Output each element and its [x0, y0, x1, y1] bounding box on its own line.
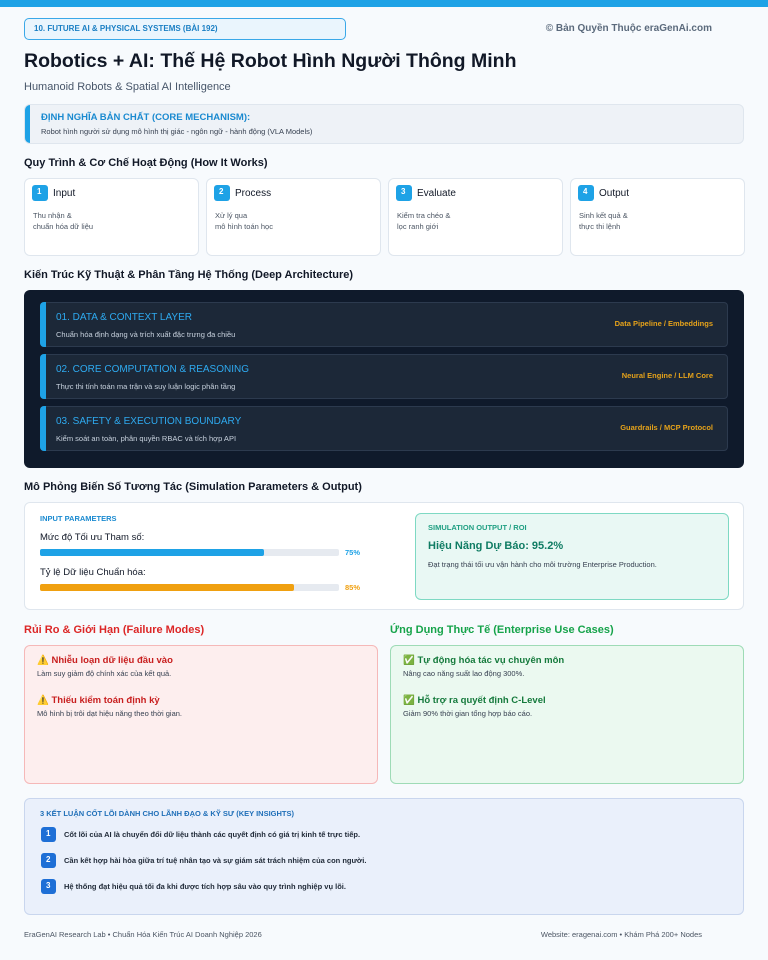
simulation-section-title: Mô Phỏng Biến Số Tương Tác (Simulation Parameters & Output)	[24, 481, 362, 493]
usecase-item-desc: Nâng cao năng suất lao động 300%.	[403, 669, 525, 678]
insight-text: Hệ thống đạt hiệu quả tối đa khi được tích hợp sâu vào quy trình nghiệp vụ lõi.	[64, 882, 346, 891]
layer-desc: Kiểm soát an toàn, phân quyền RBAC và tích hợp API	[56, 434, 237, 443]
parameter-value: 75%	[345, 548, 361, 557]
layer-desc: Thực thi tính toán ma trận và suy luận logic phân tầng	[56, 382, 236, 391]
layer-tag: Guardrails / MCP Protocol	[620, 423, 713, 432]
step-card-process	[206, 178, 381, 256]
step-desc: Xử lý qua mô hình toán học	[215, 211, 273, 231]
process-steps	[24, 178, 744, 256]
step-label: Process	[235, 188, 272, 199]
step-number-badge: 4	[578, 185, 594, 201]
footer-credit: EraGenAI Research Lab • Chuẩn Hóa Kiến Trúc AI Doanh Nghiệp 2026	[24, 930, 262, 939]
parameter-slider-fill	[40, 549, 264, 556]
step-label: Input	[53, 188, 76, 199]
parameter-normalization	[40, 567, 365, 592]
key-insights-panel	[24, 798, 744, 915]
usecase-item-title: ✅ Tự động hóa tác vụ chuyên môn	[403, 655, 565, 666]
usecase-item-desc: Giảm 90% thời gian tổng hợp báo cáo.	[403, 709, 533, 718]
simulation-panel	[24, 502, 744, 610]
step-number-badge: 3	[396, 185, 412, 201]
risk-item	[37, 655, 173, 678]
page-subtitle: Humanoid Robots & Spatial AI Intelligence	[24, 81, 231, 93]
step-label: Output	[599, 188, 630, 199]
risks-panel	[24, 645, 378, 784]
risk-item-desc: Mô hình bị trôi dạt hiệu năng theo thời gian.	[37, 709, 183, 718]
usecases-section-title: Ứng Dụng Thực Tế (Enterprise Use Cases)	[390, 624, 614, 636]
risk-item-desc: Làm suy giảm độ chính xác của kết quả.	[37, 669, 172, 678]
layer-title: 02. CORE COMPUTATION & REASONING	[56, 364, 249, 375]
step-desc: Sinh kết quả & thực thi lệnh	[579, 211, 628, 231]
insight-text: Cốt lõi của AI là chuyển đổi dữ liệu thành các quyết định có giá trị kinh tế trực tiếp.	[64, 830, 361, 839]
risk-item	[37, 695, 182, 718]
parameter-name: Mức độ Tối ưu Tham số:	[40, 532, 145, 543]
insight-number-badge: 2	[41, 853, 56, 868]
step-card-input	[24, 178, 199, 256]
top-accent-bar	[0, 0, 768, 7]
layer-tag: Data Pipeline / Embeddings	[614, 319, 713, 328]
architecture-layer-compute	[40, 354, 728, 399]
step-number-badge: 2	[214, 185, 230, 201]
step-number-badge: 1	[32, 185, 48, 201]
definition-accent-bar	[25, 105, 30, 143]
usecase-item	[403, 655, 564, 678]
step-desc: Kiểm tra chéo & lọc ranh giới	[397, 211, 451, 231]
key-insights-title: 3 KẾT LUẬN CỐT LÕI DÀNH CHO LÃNH ĐẠO & KỸ SƯ (KEY INSIGHTS)	[40, 809, 295, 818]
parameter-slider-fill	[40, 584, 294, 591]
risk-item-title: ⚠️ Thiếu kiểm toán định kỳ	[37, 695, 160, 706]
layer-accent-bar	[40, 406, 46, 451]
insight-text: Cần kết hợp hài hòa giữa trí tuệ nhân tạo và sự giám sát trách nhiệm của con người.	[64, 856, 367, 865]
process-section-title: Quy Trình & Cơ Chế Hoạt Động (How It Works)	[24, 157, 268, 169]
layer-tag: Neural Engine / LLM Core	[621, 371, 713, 380]
architecture-layer-safety	[40, 406, 728, 451]
simulation-output-box	[415, 513, 729, 600]
parameter-value: 85%	[345, 583, 361, 592]
layer-accent-bar	[40, 302, 46, 347]
definition-title: ĐỊNH NGHĨA BẢN CHẤT (CORE MECHANISM):	[41, 112, 251, 123]
usecase-item	[403, 695, 546, 718]
insight-number-badge: 1	[41, 827, 56, 842]
parameter-name: Tỷ lệ Dữ liệu Chuẩn hóa:	[40, 567, 146, 578]
definition-box	[24, 104, 744, 144]
footer-website-link[interactable]: Website: eragenai.com • Khám Phá 200+ Nodes	[540, 930, 702, 939]
architecture-layer-data	[40, 302, 728, 347]
architecture-section-title: Kiến Trúc Kỹ Thuật & Phân Tầng Hệ Thống (Deep Architecture)	[24, 269, 354, 281]
simulation-output-desc: Đạt trạng thái tối ưu vận hành cho môi trường Enterprise Production.	[428, 560, 657, 569]
risk-item-title: ⚠️ Nhiễu loạn dữ liệu đầu vào	[37, 655, 173, 666]
layer-title: 01. DATA & CONTEXT LAYER	[56, 312, 192, 323]
simulation-output-label: SIMULATION OUTPUT / ROI	[428, 523, 527, 532]
copyright-notice: © Bản Quyền Thuộc eraGenAi.com	[545, 23, 712, 34]
risks-section-title: Rủi Ro & Giới Hạn (Failure Modes)	[24, 624, 205, 636]
architecture-panel	[24, 290, 744, 468]
definition-desc: Robot hình người sử dụng mô hình thị giác - ngôn ngữ - hành động (VLA Models)	[41, 127, 313, 136]
step-label: Evaluate	[417, 188, 456, 199]
layer-accent-bar	[40, 354, 46, 399]
page-title: Robotics + AI: Thế Hệ Robot Hình Người Thông Minh	[24, 50, 517, 72]
parameter-slider-track[interactable]	[40, 549, 339, 556]
step-card-output	[570, 178, 745, 256]
layer-desc: Chuẩn hóa định dạng và trích xuất đặc trưng đa chiều	[56, 330, 236, 339]
category-tag: 10. FUTURE AI & PHYSICAL SYSTEMS (BÀI 192)	[24, 18, 346, 40]
parameter-optimization	[40, 532, 365, 557]
layer-title: 03. SAFETY & EXECUTION BOUNDARY	[56, 416, 242, 427]
step-card-evaluate	[388, 178, 563, 256]
parameter-slider-track[interactable]	[40, 584, 339, 591]
simulation-output-value: Hiệu Năng Dự Báo: 95.2%	[428, 540, 564, 552]
usecases-panel	[390, 645, 744, 784]
step-desc: Thu nhận & chuẩn hóa dữ liệu	[33, 211, 94, 231]
input-parameters-label: INPUT PARAMETERS	[40, 514, 117, 523]
insight-number-badge: 3	[41, 879, 56, 894]
usecase-item-title: ✅ Hỗ trợ ra quyết định C-Level	[403, 695, 546, 706]
